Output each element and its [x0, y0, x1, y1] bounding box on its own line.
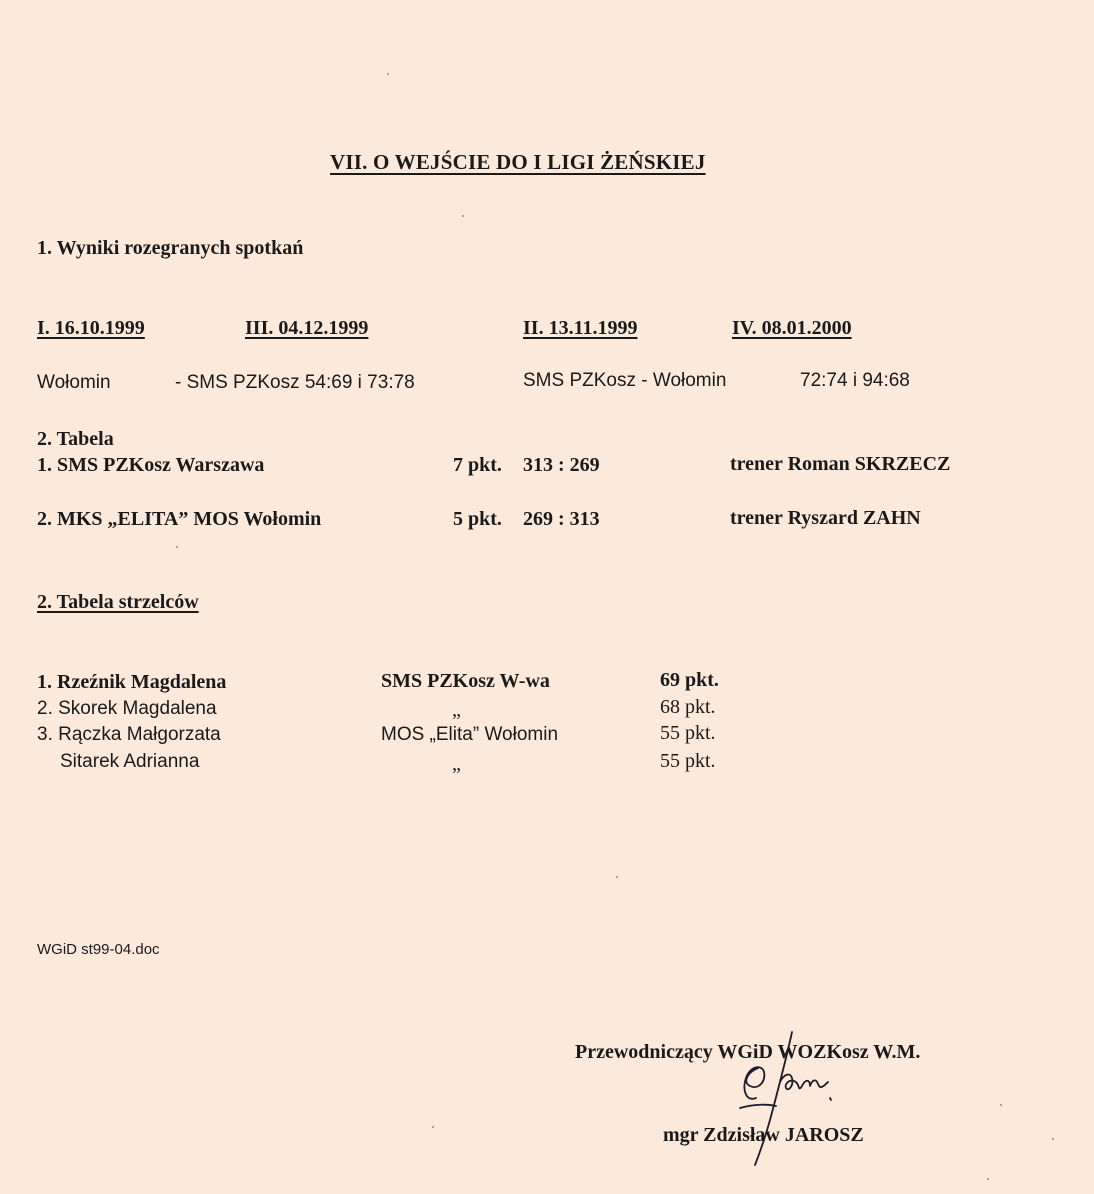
result-right-teams: SMS PZKosz - Wołomin: [523, 370, 727, 391]
section-results-heading: 1. Wyniki rozegranych spotkań: [37, 237, 304, 259]
date-round-1: I. 16.10.1999: [37, 317, 145, 339]
result-left-team: Wołomin: [37, 372, 111, 393]
signer-title: Przewodniczący WGiD WOZKosz W.M.: [575, 1041, 921, 1063]
date-round-3: III. 04.12.1999: [245, 317, 369, 339]
filename-label: WGiD st99-04.doc: [37, 941, 160, 958]
paper-speck: [176, 546, 178, 548]
paper-speck: [387, 73, 389, 75]
table-row-score: 269 : 313: [523, 508, 600, 530]
handwritten-signature: [720, 1020, 870, 1190]
table-row-coach: trener Ryszard ZAHN: [730, 507, 921, 529]
table-row-points: 5 pkt.: [453, 508, 502, 530]
result-right-score: 72:74 i 94:68: [800, 370, 910, 391]
section-table-heading: 2. Tabela: [37, 428, 114, 450]
paper-speck: [1052, 1138, 1054, 1140]
scorer-points: 69 pkt.: [660, 669, 719, 691]
table-row-points: 7 pkt.: [453, 454, 502, 476]
date-round-2: II. 13.11.1999: [523, 317, 638, 339]
scorer-points: 68 pkt.: [660, 696, 716, 718]
paper-speck: [616, 876, 618, 878]
paper-speck: [987, 1178, 989, 1180]
scorer-club: SMS PZKosz W-wa: [381, 670, 550, 692]
table-row-coach: trener Roman SKRZECZ: [730, 453, 951, 475]
table-row-team: 1. SMS PZKosz Warszawa: [37, 454, 265, 476]
scorer-club: „: [452, 753, 461, 775]
document-title: VII. O WEJŚCIE DO I LIGI ŻEŃSKIEJ: [330, 150, 706, 174]
scorer-name: 2. Skorek Magdalena: [37, 698, 217, 719]
paper-speck: [432, 1126, 434, 1128]
scorer-points: 55 pkt.: [660, 750, 716, 772]
table-row-score: 313 : 269: [523, 454, 600, 476]
result-left-score: - SMS PZKosz 54:69 i 73:78: [175, 372, 415, 393]
section-scorers-heading: 2. Tabela strzelców: [37, 591, 199, 613]
signer-name: mgr Zdzisław JAROSZ: [663, 1124, 864, 1146]
scorer-club: „: [452, 699, 461, 721]
scorer-name: 1. Rzeźnik Magdalena: [37, 671, 227, 693]
scorer-name: 3. Rączka Małgorzata: [37, 724, 221, 745]
date-round-4: IV. 08.01.2000: [732, 317, 852, 339]
scorer-club: MOS „Elita” Wołomin: [381, 724, 559, 745]
scorer-name: Sitarek Adrianna: [60, 751, 200, 772]
table-row-team: 2. MKS „ELITA” MOS Wołomin: [37, 508, 322, 530]
paper-speck: [1000, 1104, 1002, 1106]
paper-speck: [462, 215, 464, 217]
scorer-points: 55 pkt.: [660, 722, 716, 744]
